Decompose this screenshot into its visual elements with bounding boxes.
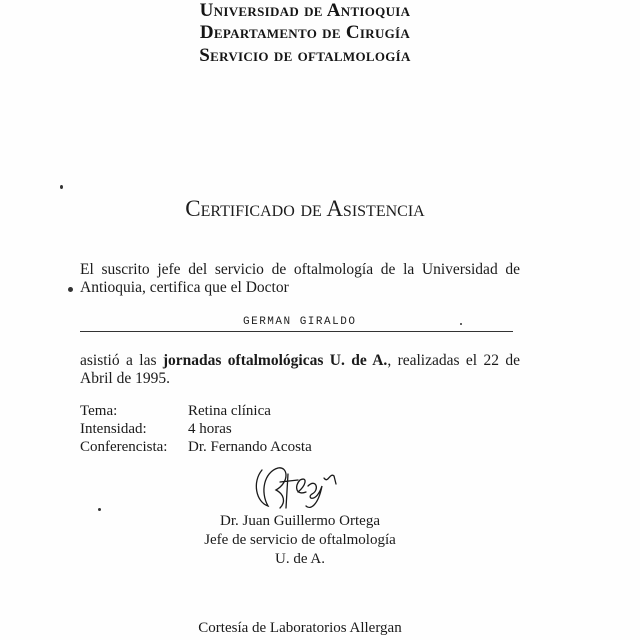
detail-row-intensity: [80, 421, 232, 438]
scan-speck: [98, 508, 101, 511]
service-name: Servicio de oftalmología: [199, 45, 411, 66]
scan-speck: [460, 323, 462, 325]
recipient-name: GERMAN GIRALDO: [243, 316, 357, 328]
signatory-name: Dr. Juan Guillermo Ortega: [220, 513, 380, 529]
university-name: Universidad de Antioquia: [199, 0, 411, 21]
detail-value: Retina clínica: [188, 403, 271, 419]
handwritten-signature: [250, 462, 345, 512]
detail-row-topic: [80, 403, 271, 420]
attendance-paragraph: [80, 352, 520, 388]
attendance-suffix: , realizadas el 22 de Abril de 1995.: [80, 352, 520, 387]
recipient-underline: [80, 331, 513, 332]
intro-paragraph: El suscrito jefe del servicio de oftalmología de la Universidad de Antioquia, certifica que el Doctor: [80, 261, 520, 296]
detail-value: Dr. Fernando Acosta: [188, 439, 312, 455]
detail-row-speaker: [80, 439, 312, 456]
event-name: jornadas oftalmológicas U. de A.: [162, 352, 388, 369]
scan-speck: [60, 185, 63, 189]
signatory-institution: U. de A.: [275, 551, 325, 567]
signatory-role: Jefe de servicio de oftalmología: [204, 532, 396, 548]
department-name: Departamento de Cirugía: [199, 22, 411, 43]
detail-label: Tema:: [80, 403, 118, 419]
detail-label: Conferencista:: [80, 439, 168, 455]
detail-label: Intensidad:: [80, 421, 147, 437]
attendance-prefix: asistió a las: [80, 352, 163, 369]
scan-speck: [68, 287, 73, 292]
signatory-block: [150, 512, 450, 569]
certificate-title: Certificado de Asistencia: [185, 196, 425, 221]
sponsor-footer: Cortesía de Laboratorios Allergan: [198, 620, 402, 636]
detail-value: 4 horas: [188, 421, 232, 437]
